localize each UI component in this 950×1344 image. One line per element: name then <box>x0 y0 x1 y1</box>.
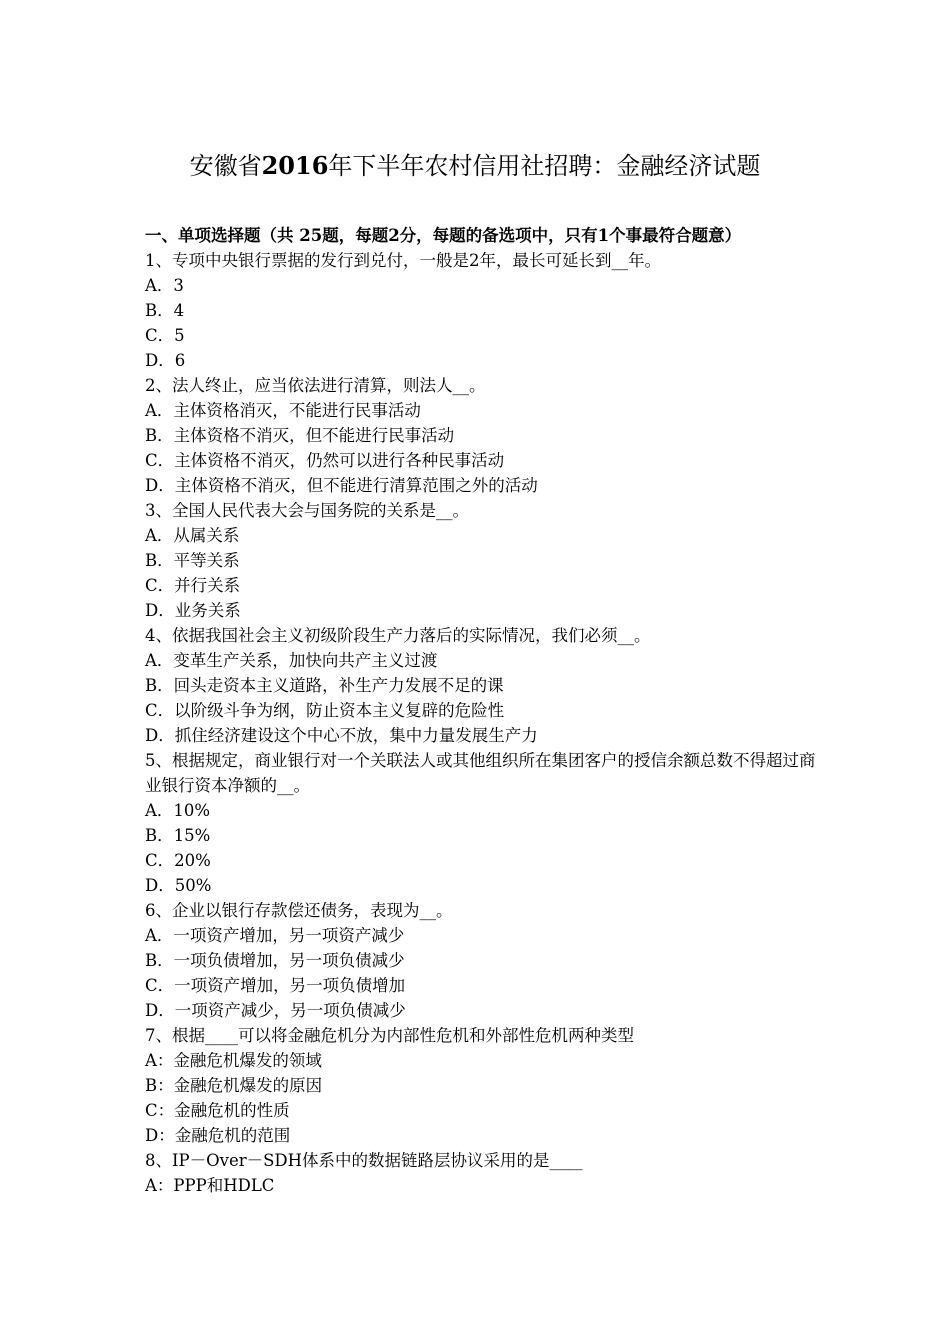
question-6-option-b: B．一项负债增加，另一项负债减少 <box>145 951 405 970</box>
question-2-option-a: A．主体资格消灭，不能进行民事活动 <box>145 401 421 420</box>
question-7-option-b: B：金融危机爆发的原因 <box>145 1076 323 1095</box>
title-prefix: 安徽省 <box>189 152 262 180</box>
question-5: 5、根据规定，商业银行对一个关联法人或其他组织所在集团客户的授信余额总数不得超过商业银行资本净额的__。 <box>145 751 816 795</box>
question-6-option-c: C．一项资产增加，另一项负债增加 <box>145 976 406 995</box>
question-7: 7、根据____可以将金融危机分为内部性危机和外部性危机两种类型 <box>145 1026 634 1045</box>
question-1-option-a: A．3 <box>145 276 184 295</box>
section-heading: 一、单项选择题（共 25题，每题2分，每题的备选项中，只有1个事最符合题意） <box>145 226 742 245</box>
question-7-option-d: D：金融危机的范围 <box>145 1126 291 1145</box>
question-2-option-b: B．主体资格不消灭，但不能进行民事活动 <box>145 426 455 445</box>
question-4: 4、依据我国社会主义初级阶段生产力落后的实际情况，我们必须__。 <box>145 626 651 645</box>
title-year: 2016 <box>261 151 329 180</box>
question-8-option-a: A：PPP和HDLC <box>145 1176 275 1195</box>
question-5-option-d: D．50% <box>145 876 212 895</box>
question-1-option-d: D．6 <box>145 351 186 370</box>
question-1-option-b: B．4 <box>145 301 185 320</box>
question-2: 2、法人终止，应当依法进行清算，则法人__。 <box>145 376 486 395</box>
question-3-option-a: A．从属关系 <box>145 526 240 545</box>
question-6-option-d: D．一项资产减少，另一项负债减少 <box>145 1001 406 1020</box>
question-2-option-c: C．主体资格不消灭，仍然可以进行各种民事活动 <box>145 451 505 470</box>
question-1-option-c: C．5 <box>145 326 185 345</box>
question-5-option-c: C．20% <box>145 851 211 870</box>
question-5-option-a: A．10% <box>145 801 211 820</box>
question-4-option-d: D．抓住经济建设这个中心不放，集中力量发展生产力 <box>145 726 538 745</box>
question-3-option-c: C．并行关系 <box>145 576 241 595</box>
question-7-option-c: C：金融危机的性质 <box>145 1101 290 1120</box>
question-4-option-a: A．变革生产关系，加快向共产主义过渡 <box>145 651 438 670</box>
document-body <box>145 223 817 1198</box>
question-4-option-c: C．以阶级斗争为纲，防止资本主义复辟的危险性 <box>145 701 505 720</box>
question-5-option-b: B．15% <box>145 826 211 845</box>
question-3: 3、全国人民代表大会与国务院的关系是__。 <box>145 501 469 520</box>
question-4-option-b: B．回头走资本主义道路，补生产力发展不足的课 <box>145 676 504 695</box>
document-title <box>0 148 950 184</box>
question-7-option-a: A：金融危机爆发的领域 <box>145 1051 322 1070</box>
question-6: 6、企业以银行存款偿还债务，表现为__。 <box>145 901 453 920</box>
question-2-option-d: D．主体资格不消灭，但不能进行清算范围之外的活动 <box>145 476 538 495</box>
question-1: 1、专项中央银行票据的发行到兑付，一般是2年，最长可延长到__年。 <box>145 251 661 270</box>
question-3-option-d: D．业务关系 <box>145 601 241 620</box>
question-8: 8、IP－Over－SDH体系中的数据链路层协议采用的是____ <box>145 1151 583 1170</box>
question-6-option-a: A．一项资产增加，另一项资产减少 <box>145 926 405 945</box>
title-suffix: 年下半年农村信用社招聘：金融经济试题 <box>328 152 761 180</box>
question-3-option-b: B．平等关系 <box>145 551 240 570</box>
